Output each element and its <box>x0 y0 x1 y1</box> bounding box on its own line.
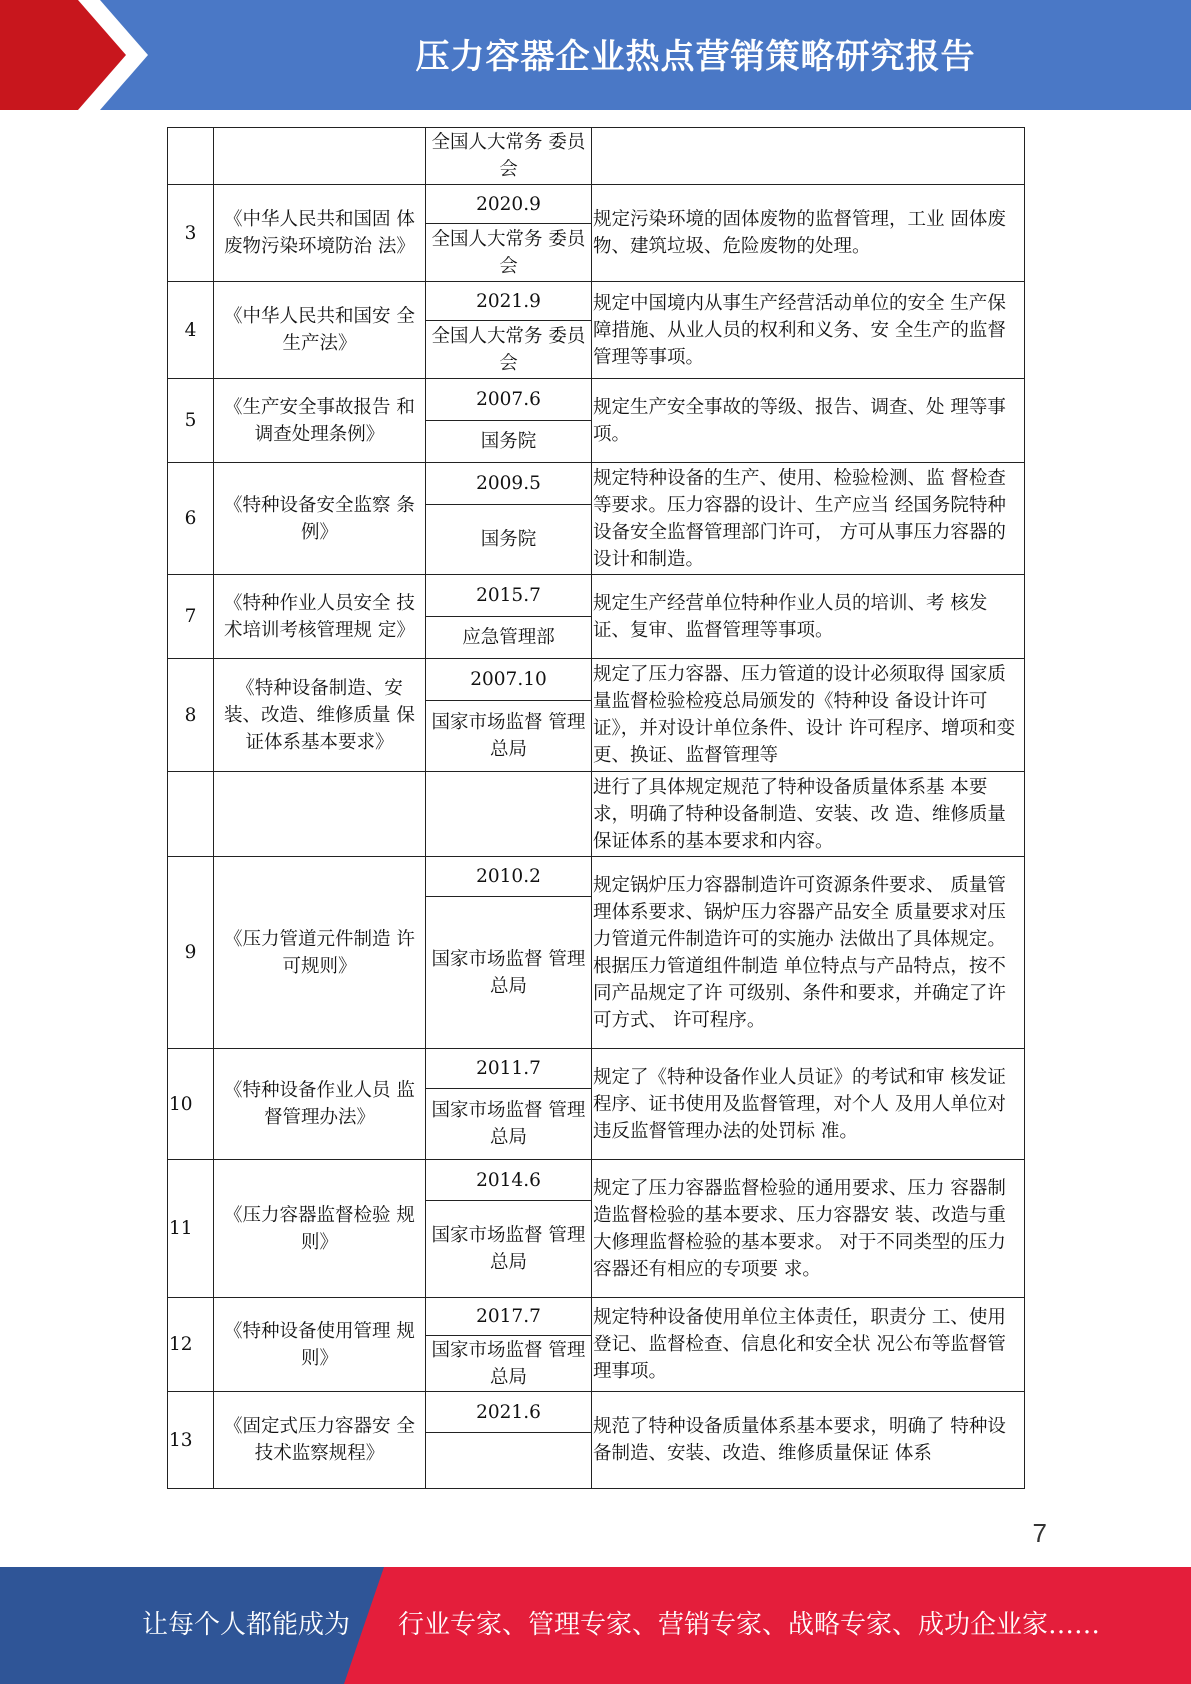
description-cell: 规定特种设备使用单位主体责任，职责分 工、使用登记、监督检查、信息化和安全状 况公布等监督管理事项。 <box>592 1298 1025 1392</box>
table-row <box>168 1160 1025 1201</box>
issuer-cell: 国务院 <box>426 505 592 575</box>
issuer-cell <box>426 1433 592 1489</box>
issuer-cell: 全国人大常务 委员会 <box>426 128 592 185</box>
row-number-cell <box>168 772 214 857</box>
row-number-cell: 11 <box>168 1160 214 1298</box>
regulation-name-cell: 《特种设备制造、安 装、改造、维修质量 保证体系基本要求》 <box>214 659 426 772</box>
description-cell: 规定了压力容器监督检验的通用要求、压力 容器制造监督检验的基本要求、压力容器安 装、改造与重大修理监督检验的基本要求。 对于不同类型的压力容器还有相应的专项要 求。 <box>592 1160 1025 1298</box>
issuer-cell: 应急管理部 <box>426 617 592 659</box>
row-number-cell: 4 <box>168 282 214 379</box>
description-cell: 规定特种设备的生产、使用、检验检测、监 督检查等要求。压力容器的设计、生产应当 经国务院特种设备安全监督管理部门许可， 方可从事压力容器的设计和制造。 <box>592 463 1025 575</box>
description-cell: 进行了具体规定规范了特种设备质量体系基 本要求，明确了特种设备制造、安装、改 造、维修质量保证体系的基本要求和内容。 <box>592 772 1025 857</box>
table-row <box>168 772 1025 857</box>
regulation-name-cell: 《压力管道元件制造 许可规则》 <box>214 857 426 1049</box>
row-number-cell: 10 <box>168 1049 214 1160</box>
description-cell: 规定了压力容器、压力管道的设计必须取得 国家质量监督检验检疫总局颁发的《特种设 备设计许可证》，并对设计单位条件、设计 许可程序、增项和变更、换证、监督管理等 <box>592 659 1025 772</box>
row-number-cell: 13 <box>168 1392 214 1489</box>
issuer-cell <box>426 772 592 857</box>
description-cell: 规定生产经营单位特种作业人员的培训、考 核发证、复审、监督管理等事项。 <box>592 575 1025 659</box>
row-number-cell <box>168 128 214 185</box>
regulation-name-cell: 《中华人民共和国固 体废物污染环境防治 法》 <box>214 185 426 282</box>
row-number-cell: 3 <box>168 185 214 282</box>
table-row <box>168 575 1025 617</box>
regulation-name-cell <box>214 128 426 185</box>
issue-date-cell: 2007.10 <box>426 659 592 701</box>
description-cell <box>592 128 1025 185</box>
description-cell: 规范了特种设备质量体系基本要求，明确了 特种设备制造、安装、改造、维修质量保证 体系 <box>592 1392 1025 1489</box>
issue-date-cell: 2007.6 <box>426 379 592 421</box>
issuer-cell: 国家市场监督 管理总局 <box>426 1336 592 1392</box>
page-header <box>0 0 1191 110</box>
row-number-cell: 5 <box>168 379 214 463</box>
regulation-name-cell <box>214 772 426 857</box>
issue-date-cell: 2020.9 <box>426 185 592 224</box>
issuer-cell: 全国人大常务 委员会 <box>426 321 592 379</box>
description-cell: 规定生产安全事故的等级、报告、调查、处 理等事项。 <box>592 379 1025 463</box>
issue-date-cell: 2009.5 <box>426 463 592 505</box>
issuer-cell: 国家市场监督 管理总局 <box>426 1089 592 1160</box>
issuer-cell: 国务院 <box>426 421 592 463</box>
table-row <box>168 1049 1025 1089</box>
regulation-name-cell: 《特种设备安全监察 条例》 <box>214 463 426 575</box>
row-number-cell: 7 <box>168 575 214 659</box>
regulations-table <box>167 127 1025 1489</box>
issue-date-cell: 2011.7 <box>426 1049 592 1089</box>
report-title: 压力容器企业热点营销策略研究报告 <box>415 36 976 77</box>
page-footer <box>0 1567 1191 1684</box>
slogan-roles: 行业专家、管理专家、营销专家、战略专家、成功企业家…… <box>398 1610 1101 1640</box>
row-number-cell: 12 <box>168 1298 214 1392</box>
row-number-cell: 6 <box>168 463 214 575</box>
table-row <box>168 1392 1025 1433</box>
table-row <box>168 185 1025 224</box>
issue-date-cell: 2021.6 <box>426 1392 592 1433</box>
description-cell: 规定污染环境的固体废物的监督管理，工业 固体废物、建筑垃圾、危险废物的处理。 <box>592 185 1025 282</box>
table-row <box>168 128 1025 185</box>
issue-date-cell: 2021.9 <box>426 282 592 321</box>
issue-date-cell: 2010.2 <box>426 857 592 897</box>
table-row <box>168 857 1025 897</box>
page-number: 7 <box>1032 1518 1047 1548</box>
table-row <box>168 659 1025 701</box>
table-row <box>168 463 1025 505</box>
row-number-cell: 8 <box>168 659 214 772</box>
issuer-cell: 国家市场监督 管理总局 <box>426 1201 592 1298</box>
row-number-cell: 9 <box>168 857 214 1049</box>
issuer-cell: 国家市场监督 管理总局 <box>426 897 592 1049</box>
table-row <box>168 379 1025 421</box>
regulation-name-cell: 《压力容器监督检验 规则》 <box>214 1160 426 1298</box>
issue-date-cell: 2015.7 <box>426 575 592 617</box>
regulation-name-cell: 《中华人民共和国安 全生产法》 <box>214 282 426 379</box>
table-viewport <box>167 127 1024 1464</box>
issuer-cell: 全国人大常务 委员会 <box>426 224 592 282</box>
issue-date-cell: 2014.6 <box>426 1160 592 1201</box>
regulation-name-cell: 《固定式压力容器安 全技术监察规程》 <box>214 1392 426 1489</box>
description-cell: 规定锅炉压力容器制造许可资源条件要求、 质量管理体系要求、锅炉压力容器产品安全 质量要求对压力管道元件制造许可的实施办 法做出了具体规定。根据压力管道组件制造 单位特点与产品特点，按不同产品规定了许 可级别、条件和要求，并确定了许可方式、 许可程序。 <box>592 857 1025 1049</box>
regulation-name-cell: 《特种设备作业人员 监督管理办法》 <box>214 1049 426 1160</box>
regulation-name-cell: 《生产安全事故报告 和调查处理条例》 <box>214 379 426 463</box>
issue-date-cell: 2017.7 <box>426 1298 592 1336</box>
regulation-name-cell: 《特种设备使用管理 规则》 <box>214 1298 426 1392</box>
table-row <box>168 1298 1025 1336</box>
issuer-cell: 国家市场监督 管理总局 <box>426 701 592 772</box>
regulation-name-cell: 《特种作业人员安全 技术培训考核管理规 定》 <box>214 575 426 659</box>
slogan-lead: 让每个人都能成为 <box>142 1610 351 1640</box>
table-row <box>168 282 1025 321</box>
description-cell: 规定中国境内从事生产经营活动单位的安全 生产保障措施、从业人员的权利和义务、安 全生产的监督管理等事项。 <box>592 282 1025 379</box>
description-cell: 规定了《特种设备作业人员证》的考试和审 核发证程序、证书使用及监督管理，对个人 及用人单位对违反监督管理办法的处罚标 准。 <box>592 1049 1025 1160</box>
